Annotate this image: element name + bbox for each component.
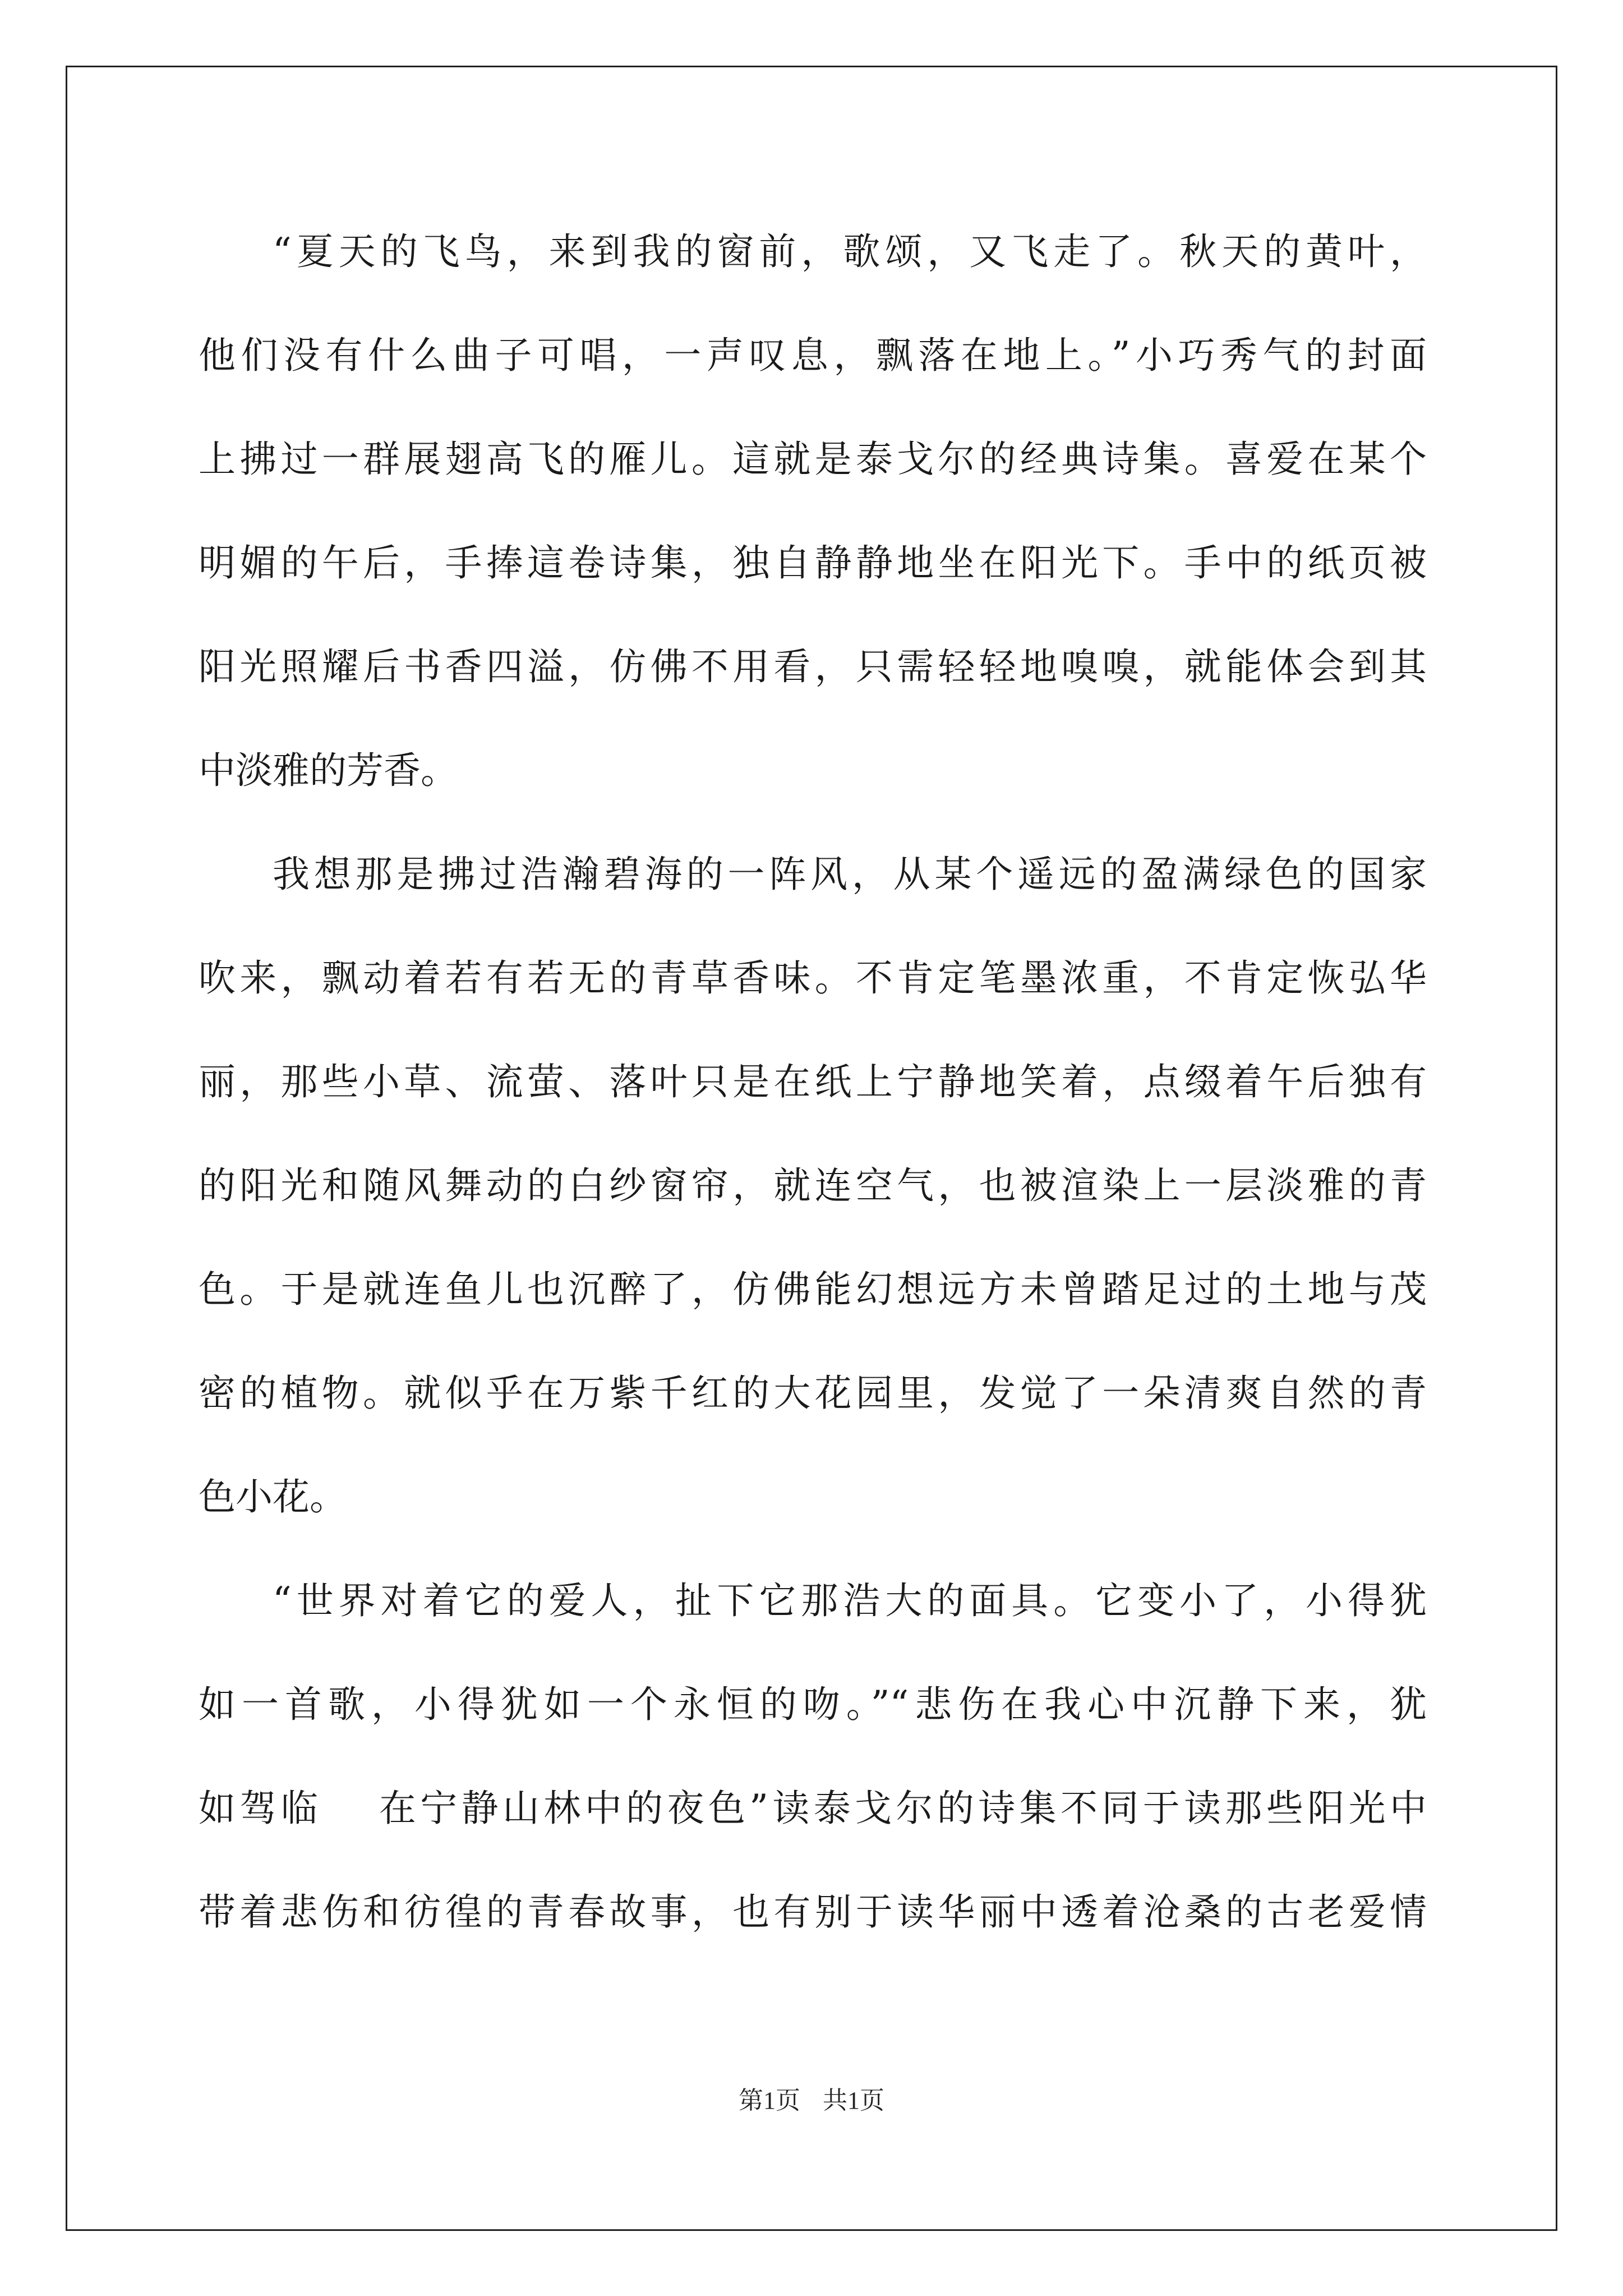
text-line: 上拂过一群展翅高飞的雁儿。這就是泰戈尔的经典诗集。喜爱在某个: [199, 438, 1427, 481]
text-line: 色。于是就连鱼儿也沉醉了，仿佛能幻想远方未曾踏足过的土地与茂: [199, 1268, 1427, 1311]
page-footer: [0, 2084, 1623, 2118]
page-total: 共1页: [823, 2087, 884, 2114]
text-line: 如一首歌，小得犹如一个永恒的吻。”“悲伤在我心中沉静下来，犹: [199, 1683, 1427, 1726]
text-line: 他们没有什么曲子可唱，一声叹息，飘落在地上。”小巧秀气的封面: [199, 334, 1427, 377]
text-line: 密的植物。就似乎在万紫千红的大花园里，发觉了一朵清爽自然的青: [199, 1372, 1427, 1415]
text-line: 带着悲伤和彷徨的青春故事，也有别于读华丽中透着沧桑的古老爱情: [199, 1890, 1427, 1934]
text-line: 的阳光和随风舞动的白纱窗帘，就连空气，也被渲染上一层淡雅的青: [199, 1164, 1427, 1207]
text-line: 阳光照耀后书香四溢，仿佛不用看，只需轻轻地嗅嗅，就能体会到其: [199, 645, 1427, 688]
text-line: 明媚的午后，手捧這卷诗集，独自静静地坐在阳光下。手中的纸页被: [199, 541, 1427, 585]
text-line: 丽，那些小草、流萤、落叶只是在纸上宁静地笑着，点缀着午后独有: [199, 1060, 1427, 1103]
document-body: [199, 200, 1427, 1964]
text-line: 中淡雅的芳香。: [199, 749, 458, 792]
text-line: 色小花。: [199, 1475, 347, 1519]
text-line: 吹来，飘动着若有若无的青草香味。不肯定笔墨浓重，不肯定恢弘华: [199, 956, 1427, 1000]
text-line: 我想那是拂过浩瀚碧海的一阵风，从某个遥远的盈满绿色的国家: [273, 853, 1427, 896]
text-line: 如驾临 在宁静山林中的夜色”读泰戈尔的诗集不同于读那些阳光中: [199, 1787, 1427, 1830]
page-number: 第1页: [739, 2087, 800, 2114]
text-line: “夏天的飞鸟，来到我的窗前，歌颂，又飞走了。秋天的黄叶，: [273, 230, 1427, 273]
text-line: “世界对着它的爱人，扯下它那浩大的面具。它变小了，小得犹: [273, 1579, 1427, 1622]
